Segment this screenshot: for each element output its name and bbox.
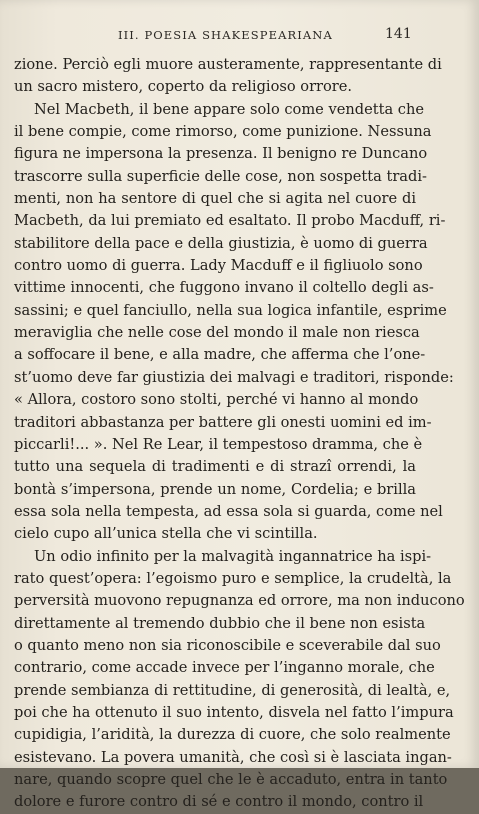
text-line: bontà s’impersona, prende un nome, Cordelia; e brilla [14, 480, 416, 498]
text-line: « Allora, costoro sono stolti, perché vi hanno al mondo [14, 391, 419, 409]
text-line: contrario, come accade invece per l’inganno morale, che [14, 659, 435, 677]
text-line: trascorre sulla superficie delle cose, non sospetta tradi- [14, 167, 427, 185]
text-line: piccarli!... ». Nel Re Lear, il tempestoso dramma, che è [14, 435, 423, 453]
text-line: esistevano. La povera umanità, che così si è lasciata ingan- [14, 748, 452, 766]
text-line: a soffocare il bene, e alla madre, che afferma che l’one- [14, 346, 426, 364]
text-line: Un odio infinito per la malvagità ingannatrice ha ispi- [34, 547, 432, 565]
text-line: st’uomo deve far giustizia dei malvagi e traditori, risponde: [14, 368, 454, 386]
text-line: sassini; e quel fanciullo, nella sua logica infantile, esprime [14, 301, 447, 319]
text-line: un sacro mistero, coperto da religioso orrore. [14, 78, 353, 96]
text-line: zione. Perciò egli muore austeramente, rappresentante di [14, 56, 442, 73]
text-line: o quanto meno non sia riconoscibile e sceverabile dal suo [14, 636, 441, 654]
text-line: cielo cupo all’unica stella che vi scintilla. [14, 525, 318, 543]
text-line: prende sembianza di rettitudine, di generosità, di lealtà, e, [14, 681, 451, 699]
body-text [14, 54, 465, 814]
text-line: essa sola nella tempesta, ad essa sola si guarda, come nel [14, 502, 443, 520]
text-line: vittime innocenti, che fuggono invano il coltello degli as- [14, 279, 434, 297]
text-line: tutto una sequela di tradimenti e di strazî orrendi, la [14, 458, 416, 476]
text-line: menti, non ha sentore di quel che si agita nel cuore di [14, 190, 416, 208]
text-line: contro uomo di guerra. Lady Macduff e il figliuolo sono [14, 257, 423, 275]
text-line: poi che ha ottenuto il suo intento, disvela nel fatto l’impura [14, 703, 454, 721]
page-header [0, 28, 479, 46]
text-line: Macbeth, da lui premiato ed esaltato. Il probo Macduff, ri- [14, 212, 446, 230]
text-line: nare, quando scopre quel che le è accaduto, entra in tanto [14, 771, 448, 788]
text-line: meraviglia che nelle cose del mondo il male non riesca [14, 324, 420, 342]
page-number: 141 [385, 26, 412, 42]
text-line: traditori abbastanza per battere gli onesti uomini ed im- [14, 413, 432, 431]
text-line: perversità muovono repugnanza ed orrore, ma non inducono [14, 592, 465, 610]
running-head: III. POESIA SHAKESPEARIANA [118, 28, 333, 42]
text-line: stabilitore della pace e della giustizia, è uomo di guerra [14, 234, 428, 252]
text-line: il bene compie, come rimorso, come punizione. Nessuna [14, 123, 432, 141]
text-line: figura ne impersona la presenza. Il benigno re Duncano [14, 145, 428, 163]
text-line: rato quest’opera: l’egoismo puro e semplice, la crudeltà, la [14, 569, 452, 587]
text-line: dolore e furore contro di sé e contro il mondo, contro il [14, 793, 424, 811]
text-line: cupidigia, l’aridità, la durezza di cuore, che solo realmente [14, 726, 451, 744]
text-line: direttamente al tremendo dubbio che il bene non esista [14, 614, 426, 632]
text-line: Nel Macbeth, il bene appare solo come vendetta che [34, 100, 424, 118]
